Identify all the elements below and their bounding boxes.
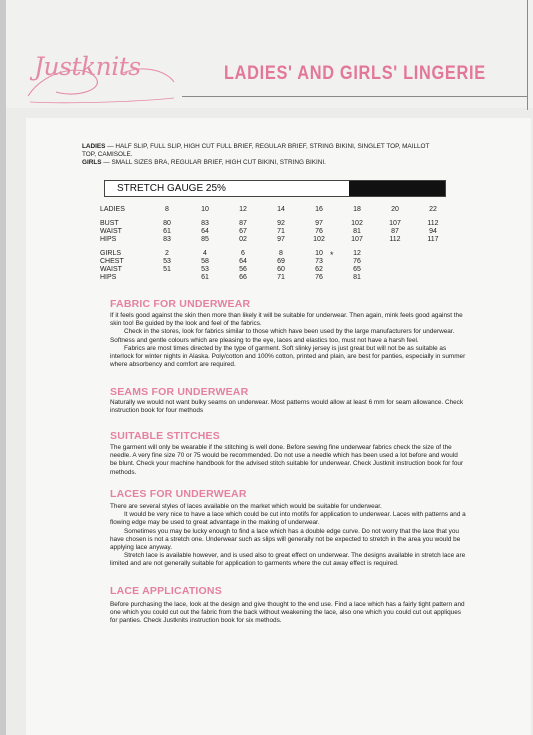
ladies-garments-text: — HALF SLIP, FULL SLIP, HIGH CUT FULL BRIEF, REGULAR BRIEF, STRING BIKINI, SINGLET TOP, MAILLOT TOP, CAMISOLE. [82,143,430,158]
paragraph: Naturally we would not want bulky seams on underwear. Most patterns would allow at least 6 mm for seam allowance. Check instruction book for four methods [110,399,464,415]
measurement-cell: 76 [315,274,323,281]
measurement-cell: 62 [315,266,323,273]
paragraph: Fabrics are most times directed by the type of garment. Soft slinky jersey is just great but will not be as suitable as interlock for winter nights in Alaska. Poly/cotton and 100% cotton, printed and plain, are best for panties, especially in summer where absorbency and comfort are required. [110,344,466,369]
measurement-cell: 61 [201,274,209,281]
measurement-cell: 76 [353,258,361,265]
size-number: 4 [203,250,207,257]
size-row-label: LADIES [100,206,125,213]
size-row-label: HIPS [100,274,117,281]
size-row [100,258,452,266]
header-rule [182,96,528,97]
measurement-cell [148,274,186,282]
size-row-label: WAIST [100,266,122,273]
size-row-label: GIRLS [100,250,122,257]
measurement-cell: 53 [163,258,171,265]
size-row-label: CHEST [100,258,124,265]
size-number: 12 [239,206,247,213]
measurement-cell: 69 [277,258,285,265]
section-body-lace-applications [110,601,466,626]
size-row [100,228,452,236]
measurement-cell: 60 [277,266,285,273]
size-number: 14 [277,206,285,213]
paragraph: There are several styles of laces available on the market which would be suitable for underwear. [110,503,382,510]
girls-garments-text: — SMALL SIZES BRA, REGULAR BRIEF, HIGH CUT BIKINI, STRING BIKINI. [101,159,326,166]
measurement-cell: 102 [313,236,325,243]
measurement-cell: 87 [239,220,247,227]
measurement-cell: 56 [239,266,247,273]
section-title-seams: SEAMS FOR UNDERWEAR [110,386,249,398]
size-number: 22 [429,206,437,213]
measurement-cell: 71 [277,228,285,235]
size-number: 10 [201,206,209,213]
size-row [100,236,452,244]
measurement-cell: 107 [389,220,401,227]
girls-garments-label: GIRLS [82,159,102,166]
garment-list [82,143,442,167]
size-row [100,266,452,274]
brand-logo: Justknits [34,52,141,81]
paragraph: Check in the stores, look for fabrics similar to those which have been used by the large manufacturers for underwear. Softness and gentle colours which are pleasing to the eye, laces and elastics too, must not have a harsh feel. [110,328,455,344]
section-title-lace-applications: LACE APPLICATIONS [110,585,222,597]
measurement-cell: 61 [163,228,171,235]
measurement-cell: 92 [277,220,285,227]
size-number: 16 [315,206,323,213]
size-row-label: HIPS [100,236,117,243]
size-row-label: BUST [100,220,119,227]
section-title-stitches: SUITABLE STITCHES [110,430,220,442]
ladies-garments-label: LADIES [82,143,106,150]
size-header-row [100,206,452,214]
size-row-label: WAIST [100,228,122,235]
paragraph: Before purchasing the lace, look at the design and give thought to the end use. Find a lace which has a fairly tight pattern and one which you could cut out the fabric from the back without weakening the lace, also one which you could cut out appliques for panties. Check Justknits instruction book for six methods. [110,601,465,625]
girls-garments [82,159,442,167]
measurement-cell: 58 [201,258,209,265]
measurement-cell: 112 [427,220,439,227]
paragraph: Sometimes you may be lucky enough to find a lace which has a double edge curve. Do not worry that the lace that you have chosen is not a stretch one. Underwear such as slips will generally not be expected to stretch in the area you would be applying lace anyway. [110,527,461,552]
section-body-seams [110,399,466,415]
measurement-cell: 51 [163,266,171,273]
measurement-cell: 87 [391,228,399,235]
measurement-cell: 81 [353,228,361,235]
ladies-garments [82,143,442,159]
size-number: 2 [165,250,169,257]
size-number: 10 [315,250,323,257]
size-number: 20 [391,206,399,213]
stretch-gauge-label: STRETCH GAUGE 25% [117,183,226,194]
stray-mark: * [330,250,334,260]
measurement-cell: 53 [201,266,209,273]
measurement-cell: 65 [353,266,361,273]
measurement-cell: 67 [239,228,247,235]
section-body-fabric [110,312,466,369]
header-side-rule [527,0,528,110]
measurement-cell: 112 [389,236,401,243]
measurement-cell: 97 [315,220,323,227]
measurement-cell: 64 [201,228,209,235]
measurement-cell: 73 [315,258,323,265]
measurement-cell: 107 [351,236,363,243]
paragraph: Stretch lace is available however, and is used also to great effect on underwear. The designs available in stretch lace are limited and are not generally suitable for application to garments where the cut away effect is required. [110,552,466,568]
measurement-cell: 64 [239,258,247,265]
section-body-laces [110,503,466,569]
size-number: 8 [165,206,169,213]
paragraph: It would be very nice to have a lace which could be cut into motifs for application to underwear. Laces with patterns and a flowing edge may be used to great advantage in the making of underwear. [110,511,466,527]
measurement-cell: 76 [315,228,323,235]
paragraph: The garment will only be wearable if the stitching is well done. Before sewing fine underwear fabrics check the size of the needle. A very fine size 70 or 75 would be recommended. Do not use a needle which has been used a lot before and would be blunt. Check your machine handbook for the advised stitch suitable for underwear. Check Justknit instruction book for four methods. [110,444,464,476]
measurement-cell: 02 [239,236,247,243]
stretch-gauge [104,180,446,197]
measurement-cell: 66 [239,274,247,281]
measurement-cell: 97 [277,236,285,243]
measurement-cell: 117 [427,236,439,243]
measurement-cell: 94 [429,228,437,235]
measurement-cell: 80 [163,220,171,227]
measurement-cell: 81 [353,274,361,281]
stretch-gauge-bar [349,181,445,196]
measurement-cell: 83 [201,220,209,227]
section-title-fabric: FABRIC FOR UNDERWEAR [110,298,251,310]
size-chart [100,206,452,282]
header-banner [6,0,533,108]
size-row [100,274,452,282]
page-headline: LADIES' AND GIRLS' LINGERIE [224,63,486,84]
size-number: 18 [353,206,361,213]
measurement-cell: 85 [201,236,209,243]
size-row [100,220,452,228]
size-number: 8 [279,250,283,257]
measurement-cell: 102 [351,220,363,227]
size-number: 6 [241,250,245,257]
size-number: 12 [353,250,361,257]
paragraph: If it feels good against the skin then more than likely it will be suitable for underwear. Then again, mink feels good against the skin too! Be guided by the look and feel of the fabrics. [110,312,463,328]
section-body-stitches [110,444,466,477]
section-title-laces: LACES FOR UNDERWEAR [110,488,247,500]
measurement-cell: 83 [163,236,171,243]
measurement-cell: 71 [277,274,285,281]
size-header-row [100,250,452,258]
